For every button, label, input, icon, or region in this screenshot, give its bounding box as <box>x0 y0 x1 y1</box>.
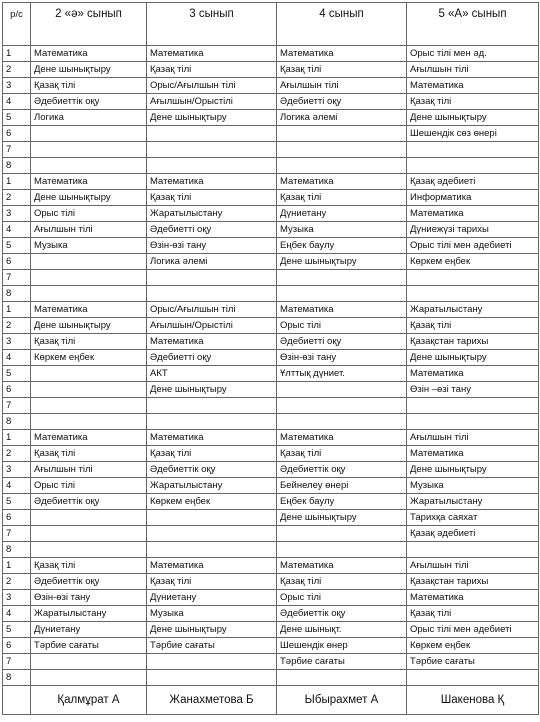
table-row <box>3 206 539 222</box>
table-row <box>3 286 539 302</box>
class-2a-subject <box>31 542 147 558</box>
class-4-subject: Қазақ тілі <box>277 190 407 206</box>
class-5a-subject: Қазақ тілі <box>407 94 539 110</box>
class-5a-subject: Тарихқа саяхат <box>407 510 539 526</box>
class-5a-subject: Орыс тілі мен әдебиеті <box>407 238 539 254</box>
class-3-subject <box>147 126 277 142</box>
class-5a-subject: Қазақ әдебиеті <box>407 174 539 190</box>
class-3-subject: Математика <box>147 46 277 62</box>
teacher-class-5a: Шакенова Қ <box>407 686 539 715</box>
class-4-subject: Дене шынықтыру <box>277 510 407 526</box>
table-row <box>3 174 539 190</box>
table-row <box>3 302 539 318</box>
class-4-subject <box>277 382 407 398</box>
class-5a-subject <box>407 670 539 686</box>
class-4-subject: Ағылшын тілі <box>277 78 407 94</box>
class-4-subject <box>277 414 407 430</box>
class-5a-subject: Дене шынықтыру <box>407 110 539 126</box>
class-4-subject: Логика әлемі <box>277 110 407 126</box>
lesson-number: 1 <box>3 46 31 62</box>
header-row <box>3 3 539 46</box>
table-row <box>3 350 539 366</box>
teacher-class-4: Ыбырахмет А <box>277 686 407 715</box>
class-4-subject: Әдебиетті оқу <box>277 94 407 110</box>
class-3-subject: Қазақ тілі <box>147 62 277 78</box>
class-5a-subject: Көркем еңбек <box>407 638 539 654</box>
header-class-3: 3 сынып <box>147 3 277 46</box>
table-row <box>3 158 539 174</box>
class-3-subject: Орыс/Ағылшын тілі <box>147 302 277 318</box>
class-3-subject: Жаратылыстану <box>147 206 277 222</box>
lesson-number: 7 <box>3 526 31 542</box>
class-5a-subject: Математика <box>407 590 539 606</box>
lesson-number: 6 <box>3 254 31 270</box>
class-3-subject <box>147 286 277 302</box>
teacher-row-spacer <box>3 686 31 715</box>
class-2a-subject: Дүниетану <box>31 622 147 638</box>
class-5a-subject: Қазақ әдебиеті <box>407 526 539 542</box>
table-row <box>3 398 539 414</box>
class-3-subject: Қазақ тілі <box>147 446 277 462</box>
teacher-class-3: Жанахметова Б <box>147 686 277 715</box>
lesson-number: 1 <box>3 302 31 318</box>
class-5a-subject: Ағылшын тілі <box>407 558 539 574</box>
class-4-subject: Математика <box>277 302 407 318</box>
class-2a-subject <box>31 670 147 686</box>
class-3-subject: Өзін-өзі тану <box>147 238 277 254</box>
class-5a-subject: Орыс тілі мен әд. <box>407 46 539 62</box>
table-row <box>3 558 539 574</box>
lesson-number: 7 <box>3 398 31 414</box>
class-4-subject: Орыс тілі <box>277 318 407 334</box>
class-4-subject: Дене шынықт. <box>277 622 407 638</box>
class-5a-subject <box>407 142 539 158</box>
class-4-subject: Шешендік өнер <box>277 638 407 654</box>
class-4-subject: Еңбек баулу <box>277 494 407 510</box>
class-3-subject <box>147 542 277 558</box>
class-2a-subject: Қазақ тілі <box>31 446 147 462</box>
class-5a-subject: Жаратылыстану <box>407 494 539 510</box>
class-2a-subject <box>31 254 147 270</box>
class-5a-subject: Қазақ тілі <box>407 606 539 622</box>
class-2a-subject: Орыс тілі <box>31 206 147 222</box>
lesson-number: 5 <box>3 238 31 254</box>
table-row <box>3 414 539 430</box>
class-4-subject: Математика <box>277 174 407 190</box>
class-3-subject: Ағылшын/Орыстілі <box>147 94 277 110</box>
class-3-subject: Дене шынықтыру <box>147 110 277 126</box>
lesson-number: 8 <box>3 414 31 430</box>
class-3-subject: Орыс/Ағылшын тілі <box>147 78 277 94</box>
lesson-number: 5 <box>3 494 31 510</box>
class-2a-subject <box>31 270 147 286</box>
class-5a-subject: Шешендік сөз өнері <box>407 126 539 142</box>
table-row <box>3 510 539 526</box>
lesson-number: 3 <box>3 78 31 94</box>
class-2a-subject <box>31 366 147 382</box>
lesson-number: 3 <box>3 334 31 350</box>
lesson-number: 4 <box>3 606 31 622</box>
lesson-number: 8 <box>3 670 31 686</box>
class-3-subject: Математика <box>147 334 277 350</box>
class-4-subject: Музыка <box>277 222 407 238</box>
class-3-subject: Дүниетану <box>147 590 277 606</box>
schedule-body <box>3 46 539 686</box>
lesson-number: 8 <box>3 542 31 558</box>
lesson-number: 2 <box>3 62 31 78</box>
lesson-number: 7 <box>3 142 31 158</box>
class-2a-subject: Ағылшын тілі <box>31 222 147 238</box>
class-3-subject: Қазақ тілі <box>147 190 277 206</box>
class-2a-subject: Музыка <box>31 238 147 254</box>
lesson-number: 2 <box>3 318 31 334</box>
table-row <box>3 478 539 494</box>
table-row <box>3 254 539 270</box>
class-3-subject: Қазақ тілі <box>147 574 277 590</box>
lesson-number: 7 <box>3 654 31 670</box>
class-5a-subject: Ағылшын тілі <box>407 62 539 78</box>
class-4-subject <box>277 142 407 158</box>
class-3-subject: Дене шынықтыру <box>147 622 277 638</box>
lesson-number: 7 <box>3 270 31 286</box>
class-2a-subject: Әдебиеттік оқу <box>31 574 147 590</box>
table-row <box>3 590 539 606</box>
class-5a-subject <box>407 542 539 558</box>
class-2a-subject <box>31 126 147 142</box>
class-2a-subject: Көркем еңбек <box>31 350 147 366</box>
class-4-subject: Әдебиеттік оқу <box>277 462 407 478</box>
class-3-subject <box>147 654 277 670</box>
table-row <box>3 142 539 158</box>
table-row <box>3 430 539 446</box>
class-2a-subject: Әдебиеттік оқу <box>31 494 147 510</box>
header-class-5a: 5 «А» сынып <box>407 3 539 46</box>
class-4-subject: Математика <box>277 430 407 446</box>
class-3-subject: Математика <box>147 558 277 574</box>
class-4-subject <box>277 526 407 542</box>
timetable <box>2 2 539 715</box>
class-3-subject: Логика әлемі <box>147 254 277 270</box>
class-3-subject: Әдебиеттік оқу <box>147 462 277 478</box>
class-4-subject <box>277 670 407 686</box>
lesson-number: 8 <box>3 158 31 174</box>
class-4-subject: Тәрбие сағаты <box>277 654 407 670</box>
class-2a-subject: Қазақ тілі <box>31 78 147 94</box>
class-2a-subject: Логика <box>31 110 147 126</box>
class-5a-subject: Дене шынықтыру <box>407 462 539 478</box>
table-row <box>3 126 539 142</box>
class-4-subject: Қазақ тілі <box>277 446 407 462</box>
class-3-subject <box>147 414 277 430</box>
class-2a-subject: Тәрбие сағаты <box>31 638 147 654</box>
lesson-number: 5 <box>3 622 31 638</box>
class-4-subject <box>277 542 407 558</box>
lesson-number: 4 <box>3 478 31 494</box>
class-4-subject: Қазақ тілі <box>277 574 407 590</box>
class-2a-subject: Математика <box>31 46 147 62</box>
class-2a-subject: Математика <box>31 430 147 446</box>
class-3-subject: Көркем еңбек <box>147 494 277 510</box>
class-4-subject: Әдебиетті оқу <box>277 334 407 350</box>
table-row <box>3 622 539 638</box>
class-5a-subject: Көркем еңбек <box>407 254 539 270</box>
table-row <box>3 94 539 110</box>
class-2a-subject <box>31 398 147 414</box>
class-3-subject: Әдебиетті оқу <box>147 222 277 238</box>
class-5a-subject: Математика <box>407 78 539 94</box>
table-row <box>3 382 539 398</box>
header-number: р/с <box>3 3 31 46</box>
table-row <box>3 190 539 206</box>
lesson-number: 3 <box>3 590 31 606</box>
class-2a-subject <box>31 654 147 670</box>
class-5a-subject: Ағылшын тілі <box>407 430 539 446</box>
class-3-subject: Математика <box>147 430 277 446</box>
class-5a-subject: Қазақстан тарихы <box>407 334 539 350</box>
table-row <box>3 222 539 238</box>
class-3-subject <box>147 158 277 174</box>
lesson-number: 1 <box>3 430 31 446</box>
table-row <box>3 110 539 126</box>
lesson-number: 1 <box>3 558 31 574</box>
class-5a-subject <box>407 398 539 414</box>
class-3-subject: Тәрбие сағаты <box>147 638 277 654</box>
class-2a-subject: Математика <box>31 174 147 190</box>
lesson-number: 2 <box>3 190 31 206</box>
lesson-number: 2 <box>3 574 31 590</box>
class-2a-subject: Дене шынықтыру <box>31 318 147 334</box>
lesson-number: 3 <box>3 462 31 478</box>
class-2a-subject <box>31 510 147 526</box>
class-3-subject: Дене шынықтыру <box>147 382 277 398</box>
class-4-subject <box>277 286 407 302</box>
class-2a-subject: Қазақ тілі <box>31 558 147 574</box>
table-row <box>3 462 539 478</box>
class-2a-subject: Дене шынықтыру <box>31 190 147 206</box>
class-4-subject: Еңбек баулу <box>277 238 407 254</box>
table-row <box>3 654 539 670</box>
table-row <box>3 670 539 686</box>
table-row <box>3 542 539 558</box>
class-4-subject: Дүниетану <box>277 206 407 222</box>
lesson-number: 4 <box>3 222 31 238</box>
class-5a-subject: Өзін –өзі тану <box>407 382 539 398</box>
class-5a-subject: Дүниежүзі тарихы <box>407 222 539 238</box>
lesson-number: 2 <box>3 446 31 462</box>
class-3-subject <box>147 526 277 542</box>
class-5a-subject: Математика <box>407 446 539 462</box>
class-2a-subject: Әдебиеттік оқу <box>31 94 147 110</box>
class-5a-subject <box>407 270 539 286</box>
header-class-2a: 2 «ә» сынып <box>31 3 147 46</box>
table-row <box>3 574 539 590</box>
timetable-sheet <box>2 2 538 718</box>
table-row <box>3 494 539 510</box>
class-4-subject <box>277 126 407 142</box>
class-5a-subject: Қазақстан тарихы <box>407 574 539 590</box>
table-row <box>3 318 539 334</box>
class-3-subject <box>147 510 277 526</box>
lesson-number: 5 <box>3 366 31 382</box>
table-row <box>3 446 539 462</box>
lesson-number: 3 <box>3 206 31 222</box>
class-4-subject: Математика <box>277 46 407 62</box>
class-3-subject <box>147 670 277 686</box>
table-row <box>3 270 539 286</box>
class-4-subject: Дене шынықтыру <box>277 254 407 270</box>
table-row <box>3 62 539 78</box>
class-4-subject: Ұлттық дүниет. <box>277 366 407 382</box>
lesson-number: 8 <box>3 286 31 302</box>
class-5a-subject: Информатика <box>407 190 539 206</box>
class-4-subject: Бейнелеу өнері <box>277 478 407 494</box>
lesson-number: 4 <box>3 94 31 110</box>
class-5a-subject: Жаратылыстану <box>407 302 539 318</box>
class-3-subject <box>147 398 277 414</box>
class-3-subject: АКТ <box>147 366 277 382</box>
lesson-number: 6 <box>3 510 31 526</box>
class-3-subject: Ағылшын/Орыстілі <box>147 318 277 334</box>
class-5a-subject: Орыс тілі мен әдебиеті <box>407 622 539 638</box>
class-2a-subject <box>31 142 147 158</box>
class-2a-subject: Қазақ тілі <box>31 334 147 350</box>
class-2a-subject: Математика <box>31 302 147 318</box>
lesson-number: 5 <box>3 110 31 126</box>
class-5a-subject: Математика <box>407 206 539 222</box>
class-5a-subject: Тәрбие сағаты <box>407 654 539 670</box>
class-4-subject <box>277 398 407 414</box>
class-5a-subject: Музыка <box>407 478 539 494</box>
lesson-number: 6 <box>3 126 31 142</box>
class-5a-subject <box>407 414 539 430</box>
class-5a-subject: Дене шынықтыру <box>407 350 539 366</box>
class-4-subject: Әдебиеттік оқу <box>277 606 407 622</box>
table-row <box>3 366 539 382</box>
class-5a-subject <box>407 158 539 174</box>
table-row <box>3 606 539 622</box>
class-3-subject: Музыка <box>147 606 277 622</box>
class-5a-subject <box>407 286 539 302</box>
table-row <box>3 638 539 654</box>
lesson-number: 6 <box>3 638 31 654</box>
class-2a-subject: Жаратылыстану <box>31 606 147 622</box>
class-2a-subject <box>31 158 147 174</box>
table-row <box>3 238 539 254</box>
class-4-subject: Өзін-өзі тану <box>277 350 407 366</box>
lesson-number: 6 <box>3 382 31 398</box>
class-2a-subject: Орыс тілі <box>31 478 147 494</box>
class-3-subject <box>147 270 277 286</box>
class-2a-subject <box>31 382 147 398</box>
class-2a-subject: Ағылшын тілі <box>31 462 147 478</box>
table-row <box>3 46 539 62</box>
teacher-row <box>3 686 539 715</box>
class-3-subject: Математика <box>147 174 277 190</box>
lesson-number: 4 <box>3 350 31 366</box>
class-5a-subject: Қазақ тілі <box>407 318 539 334</box>
class-2a-subject <box>31 414 147 430</box>
class-5a-subject: Математика <box>407 366 539 382</box>
class-2a-subject: Дене шынықтыру <box>31 62 147 78</box>
table-row <box>3 526 539 542</box>
class-4-subject <box>277 158 407 174</box>
teacher-class-2a: Қалмұрат А <box>31 686 147 715</box>
class-4-subject: Қазақ тілі <box>277 62 407 78</box>
class-3-subject <box>147 142 277 158</box>
class-3-subject: Жаратылыстану <box>147 478 277 494</box>
lesson-number: 1 <box>3 174 31 190</box>
header-class-4: 4 сынып <box>277 3 407 46</box>
table-row <box>3 334 539 350</box>
class-4-subject: Орыс тілі <box>277 590 407 606</box>
class-4-subject <box>277 270 407 286</box>
class-2a-subject <box>31 286 147 302</box>
class-2a-subject: Өзін-өзі тану <box>31 590 147 606</box>
table-row <box>3 78 539 94</box>
class-2a-subject <box>31 526 147 542</box>
class-3-subject: Әдебиетті оқу <box>147 350 277 366</box>
class-4-subject: Математика <box>277 558 407 574</box>
